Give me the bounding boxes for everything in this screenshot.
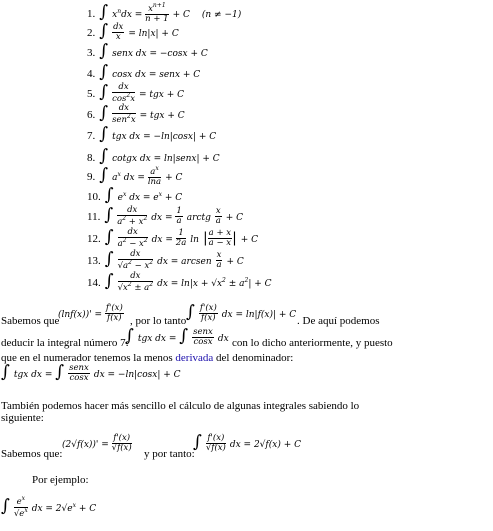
fraction: $\frac{dx}{√a^2 - x^2}$ [117,249,154,271]
integral-sign: ∫ [125,326,134,347]
integral-sign: ∫ [99,62,109,82]
paragraph-text: Sabemos que: [1,448,63,460]
fraction: $\frac{e^x}{√e^x}$ [13,495,28,519]
fraction: $\frac{x^{n+1}}{n + 1}$ [145,2,169,24]
fraction: $\frac{dx}{sen^2x}$ [112,103,136,125]
integral-sign: ∫ [104,249,114,269]
link-derivada[interactable]: derivada [175,352,214,364]
integral-row-1: 1. ∫ $x^ndx$ = $\frac{x^{n+1}}{n + 1}$ + C (n ≠ −1) [87,2,242,24]
integral-row-13: 13. ∫ $\frac{dx}{√a^2 - x^2}$ dx = arcsen $\frac{x}{a}$ + C [87,249,244,271]
integral-sign: ∫ [104,185,114,205]
integral-row-12: 12. ∫ $\frac{dx}{a^2 - x^2}$ dx = $\frac{1}{2a}$ ln | $\frac{a + x}{a - x}$ | + C [87,227,259,249]
fraction: $\frac{dx}{x}$ [113,22,124,42]
integral-row-10: 10. ∫ $e^x$ dx = $e^x + C$ [87,185,183,205]
fraction: $\frac{a + x}{a - x}$ [208,227,232,248]
paragraph-text: con lo dicho anteriormente, y puesto [232,337,393,349]
fraction: $\frac{dx}{a^2 + x^2}$ [117,205,148,227]
paragraph-text: , por lo tanto [130,315,187,327]
integral-sign: ∫ [99,124,109,144]
integral-row-7: 7. ∫ tgx dx = −ln|cosx| + C [87,124,217,144]
paragraph-text: siguiente: [1,412,44,424]
integral-row-3: 3. ∫ senx dx = −cosx + C [87,41,208,61]
fraction: $\frac{1}{2a}$ [175,227,187,248]
fraction: $\frac{dx}{√x^2 \pm a^2}$ [117,271,154,293]
integral-row-8: 8. ∫ cotgx dx = ln|senx| + C [87,146,220,166]
integral-sign: ∫ [1,362,10,383]
fraction: $\frac{dx}{\cos^2x}$ [112,82,135,104]
fraction: $\frac{a^x}{\ln a}$ [147,165,162,187]
integral-sign: ∫ [186,302,195,323]
integral-sign: ∫ [104,205,114,225]
integral-sign: ∫ [99,41,109,61]
formula-log-integral: ∫ $\frac{f'(x)}{f(x)}$ dx = ln|f(x)| + C [186,302,297,323]
integral-row-2: 2. ∫ $\frac{dx}{x}$ = ln|x| + C [87,21,179,42]
paragraph-text: Sabemos que [1,315,60,327]
integral-row-6: 6. ∫ $\frac{dx}{sen^2x}$ = tgx + C [87,103,185,125]
integral-sign: ∫ [104,227,114,247]
integral-sign: ∫ [99,21,109,42]
fraction: $\frac{f'(x)}{f(x)}$ [199,303,217,323]
paragraph-text: que en el numerador tenemos la menos derivada del denominador: [1,352,294,364]
fraction: $\frac{f'(x)}{√f(x)}$ [111,433,132,453]
integral-sign: ∫ [99,165,109,185]
integral-sign: ∫ [99,146,109,166]
paragraph-text: También podemos hacer más sencillo el cálculo de algunas integrales sabiendo lo [1,400,360,412]
integral-sign: ∫ [99,82,109,102]
integral-row-4: 4. ∫ cosx dx = senx + C [87,62,201,82]
integral-row-5: 5. ∫ $\frac{dx}{\cos^2x}$ = tgx + C [87,82,184,104]
integral-sign: ∫ [99,2,109,22]
integral-sign: ∫ [193,432,202,453]
formula-log-derivative: (lnf(x))' = $\frac{f'(x)}{f(x)}$ [58,303,123,323]
integral-sign: ∫ [104,271,114,291]
fraction: $\frac{x}{a}$ [215,205,221,226]
integral-row-11: 11. ∫ $\frac{dx}{a^2 + x^2}$ dx = $\frac{1}{a}$ arctg $\frac{x}{a}$ + C [87,205,243,227]
paragraph-text: Por ejemplo: [32,474,89,486]
integral-sign: ∫ [179,326,189,347]
integral-sign: ∫ [1,495,10,516]
fraction: $\frac{\text{senx}}{\cos x}$ [69,363,89,383]
fraction: $\frac{f'(x)}{f(x)}$ [105,303,123,323]
integral-sign: ∫ [55,362,65,383]
integral-row-14: 14. ∫ $\frac{dx}{√x^2 \pm a^2}$ dx = $\ln|x + √x^2 \pm a^2| + C$ [87,271,272,293]
fraction: $\frac{x}{a}$ [216,249,222,270]
formula-root-derivative: (2√f(x))' = $\frac{f'(x)}{√f(x)}$ [62,433,132,453]
paragraph-text: . De aquí podemos [297,315,380,327]
formula-tgx-integral: ∫ tgx dx = ∫ $\frac{\text{senx}}{\cos x}$ dx [125,326,229,347]
paragraph-text: y por tanto: [144,448,195,460]
fraction: $\frac{1}{a}$ [176,205,182,226]
formula-tgx-result: ∫ tgx dx = ∫ $\frac{\text{senx}}{\cos x}$ dx = −ln|cosx| + C [1,362,181,383]
fraction: $\frac{\text{senx}}{\cos x}$ [193,327,213,347]
fraction: $\frac{dx}{a^2 - x^2}$ [117,227,148,249]
formula-example: ∫ $\frac{e^x}{√e^x}$ dx = $2√e^x + C$ [1,495,97,519]
formula-root-integral: ∫ $\frac{f'(x)}{√f(x)}$ dx = 2√f(x) + C [193,432,301,453]
paragraph-text: deducir la integral número 7: [1,337,129,349]
fraction: $\frac{f'(x)}{√f(x)}$ [205,433,226,453]
integral-row-9: 9. ∫ $a^x$ dx = $\frac{a^x}{\ln a}$ + C [87,165,183,187]
integral-sign: ∫ [99,103,109,123]
